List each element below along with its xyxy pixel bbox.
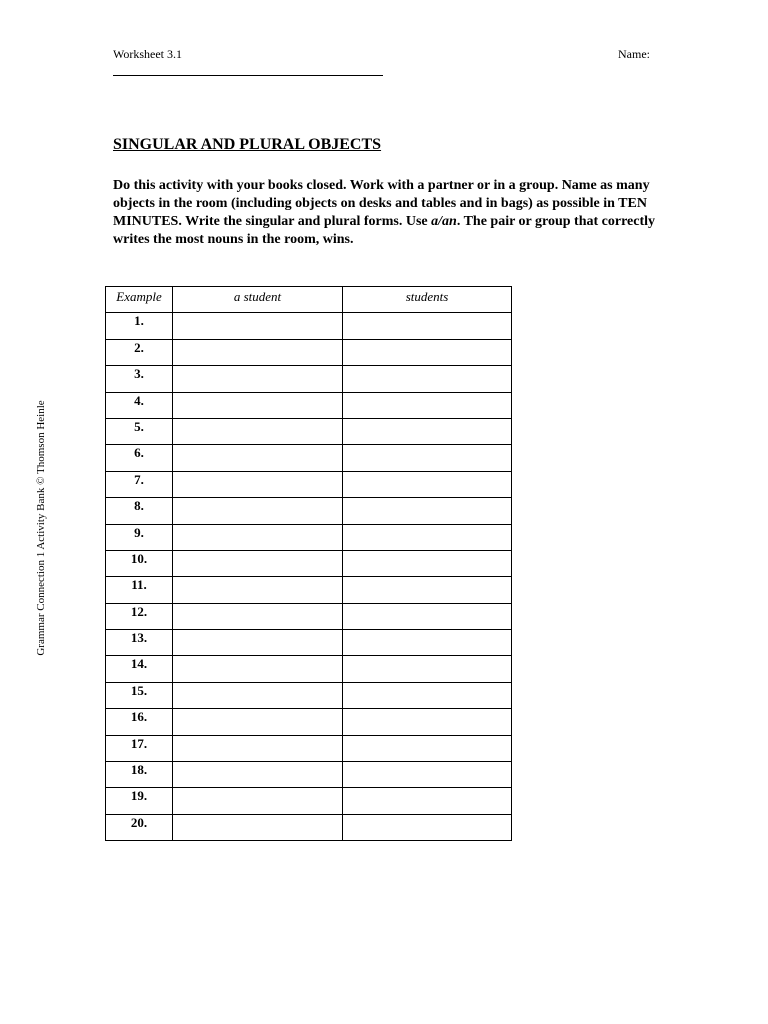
plural-answer-cell[interactable] <box>343 550 512 576</box>
row-number: 9. <box>106 524 173 550</box>
row-number: 8. <box>106 498 173 524</box>
singular-answer-cell[interactable] <box>173 762 343 788</box>
header-example: Example <box>106 287 173 313</box>
plural-answer-cell[interactable] <box>343 313 512 339</box>
row-number: 10. <box>106 550 173 576</box>
plural-answer-cell[interactable] <box>343 524 512 550</box>
plural-answer-cell[interactable] <box>343 656 512 682</box>
singular-answer-cell[interactable] <box>173 735 343 761</box>
header-plural: students <box>343 287 512 313</box>
plural-answer-cell[interactable] <box>343 339 512 365</box>
singular-answer-cell[interactable] <box>173 682 343 708</box>
plural-answer-cell[interactable] <box>343 603 512 629</box>
table-row <box>106 682 512 708</box>
singular-answer-cell[interactable] <box>173 788 343 814</box>
plural-answer-cell[interactable] <box>343 709 512 735</box>
row-number: 16. <box>106 709 173 735</box>
singular-answer-cell[interactable] <box>173 630 343 656</box>
singular-answer-cell[interactable] <box>173 524 343 550</box>
answer-table <box>105 286 512 841</box>
page-title: SINGULAR AND PLURAL OBJECTS <box>113 136 382 153</box>
singular-answer-cell[interactable] <box>173 814 343 840</box>
table-row <box>106 498 512 524</box>
row-number: 6. <box>106 445 173 471</box>
row-number: 4. <box>106 392 173 418</box>
row-number: 11. <box>106 577 173 603</box>
singular-answer-cell[interactable] <box>173 313 343 339</box>
plural-answer-cell[interactable] <box>343 788 512 814</box>
table-row <box>106 735 512 761</box>
singular-answer-cell[interactable] <box>173 656 343 682</box>
table-row <box>106 814 512 840</box>
singular-answer-cell[interactable] <box>173 550 343 576</box>
row-number: 17. <box>106 735 173 761</box>
plural-answer-cell[interactable] <box>343 366 512 392</box>
row-number: 19. <box>106 788 173 814</box>
instructions-part1: Do this activity with your books closed. Work with a partner or in a group. Name as many objects in the room (including objects on desks and tables and in bags) as possible in TEN MINUTES. Write the singular and plural forms. Use <box>113 178 650 229</box>
row-number: 12. <box>106 603 173 629</box>
table-row <box>106 366 512 392</box>
singular-answer-cell[interactable] <box>173 339 343 365</box>
singular-answer-cell[interactable] <box>173 498 343 524</box>
table-row <box>106 524 512 550</box>
singular-answer-cell[interactable] <box>173 445 343 471</box>
plural-answer-cell[interactable] <box>343 471 512 497</box>
side-copyright-text: Grammar Connection 1 Activity Bank © Thomson Heinle <box>35 400 47 656</box>
plural-answer-cell[interactable] <box>343 630 512 656</box>
table-body <box>106 313 512 841</box>
instructions <box>113 177 663 249</box>
table-row <box>106 788 512 814</box>
row-number: 7. <box>106 471 173 497</box>
table-row <box>106 577 512 603</box>
table-row <box>106 418 512 444</box>
table-row <box>106 762 512 788</box>
row-number: 15. <box>106 682 173 708</box>
row-number: 18. <box>106 762 173 788</box>
instructions-emphasis: a/an <box>431 214 457 229</box>
name-label: Name: <box>618 47 650 61</box>
table-row <box>106 313 512 339</box>
row-number: 2. <box>106 339 173 365</box>
singular-answer-cell[interactable] <box>173 366 343 392</box>
plural-answer-cell[interactable] <box>343 445 512 471</box>
singular-answer-cell[interactable] <box>173 471 343 497</box>
row-number: 20. <box>106 814 173 840</box>
plural-answer-cell[interactable] <box>343 814 512 840</box>
header-underline <box>113 75 383 76</box>
plural-answer-cell[interactable] <box>343 762 512 788</box>
plural-answer-cell[interactable] <box>343 418 512 444</box>
table-row <box>106 445 512 471</box>
singular-answer-cell[interactable] <box>173 709 343 735</box>
table-row <box>106 550 512 576</box>
worksheet-label: Worksheet 3.1 <box>113 47 183 61</box>
plural-answer-cell[interactable] <box>343 682 512 708</box>
singular-answer-cell[interactable] <box>173 577 343 603</box>
row-number: 14. <box>106 656 173 682</box>
singular-answer-cell[interactable] <box>173 392 343 418</box>
singular-answer-cell[interactable] <box>173 603 343 629</box>
row-number: 3. <box>106 366 173 392</box>
table-row <box>106 339 512 365</box>
instructions-part2: . The pair or group that correctly writes the most nouns in the room, wins. <box>113 214 656 247</box>
table-row <box>106 471 512 497</box>
plural-answer-cell[interactable] <box>343 498 512 524</box>
plural-answer-cell[interactable] <box>343 577 512 603</box>
table-row <box>106 656 512 682</box>
row-number: 1. <box>106 313 173 339</box>
table-row <box>106 603 512 629</box>
plural-answer-cell[interactable] <box>343 735 512 761</box>
row-number: 5. <box>106 418 173 444</box>
singular-answer-cell[interactable] <box>173 418 343 444</box>
table-row <box>106 392 512 418</box>
table-row <box>106 709 512 735</box>
table-row <box>106 630 512 656</box>
table-header-row <box>106 287 512 313</box>
row-number: 13. <box>106 630 173 656</box>
plural-answer-cell[interactable] <box>343 392 512 418</box>
header-singular: a student <box>173 287 343 313</box>
